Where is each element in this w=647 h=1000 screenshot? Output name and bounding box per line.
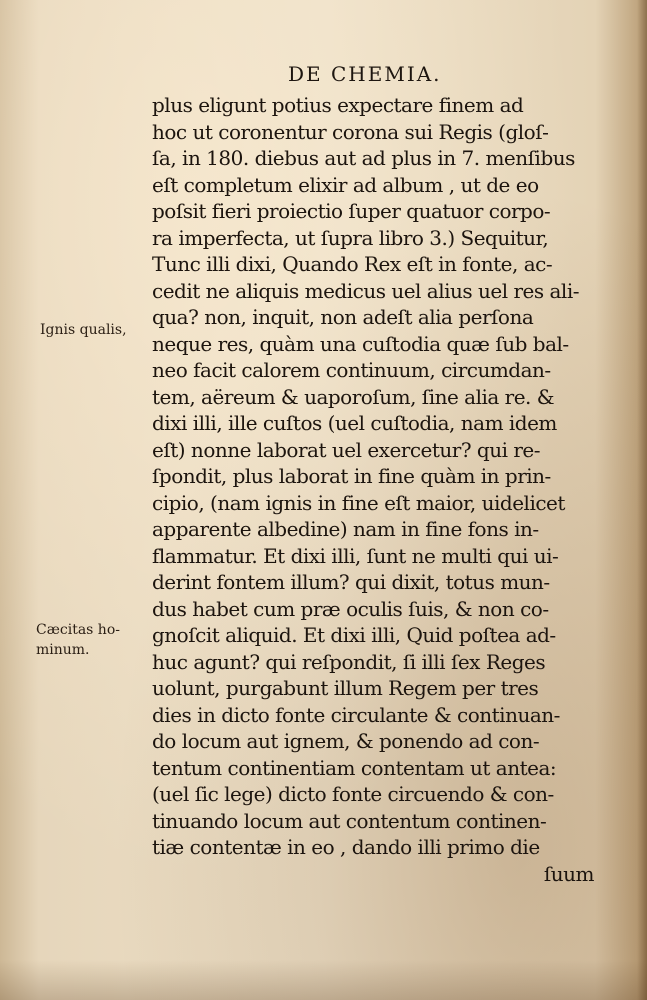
text-line: dixi illi, ille cuſtos (uel cuſtodia, nam idem xyxy=(152,411,557,435)
text-line: eſt completum elixir ad album , ut de eo xyxy=(152,172,539,197)
text-line: gnoſcit aliquid. Et dixi illi, Quid poſtea ad- xyxy=(152,623,556,647)
text-line: dies in dicto fonte circulante & continuan- xyxy=(152,702,560,727)
text-line: uolunt, purgabunt illum Regem per tres xyxy=(152,676,539,700)
text-line: derint fontem illum? qui dixit, totus mun- xyxy=(152,570,550,594)
text-line: flammatur. Et dixi illi, ſunt ne multi qui ui- xyxy=(152,543,559,568)
page-bottom-shadow xyxy=(0,960,647,1000)
text-line: ſpondit, plus laborat in fine quàm in prin- xyxy=(152,464,551,488)
text-line: (uel ſic lege) dicto fonte circuendo & con- xyxy=(152,782,554,806)
text-line: tentum continentiam contentam ut antea: xyxy=(152,755,557,780)
text-line: neque res, quàm una cuſtodia quæ ſub bal- xyxy=(152,331,569,356)
text-line: eſt) nonne laborat uel exercetur? qui re- xyxy=(152,437,541,462)
text-line: tinuando locum aut contentum continen- xyxy=(152,808,547,833)
body-text xyxy=(152,92,594,887)
text-line: hoc ut coronentur corona sui Regis (gloſ- xyxy=(152,119,549,144)
margin-note-ignis xyxy=(40,320,127,340)
text-line: neo facit calorem continuum, circumdan- xyxy=(152,358,551,382)
running-header: DE CHEMIA. xyxy=(288,62,442,86)
text-line: qua? non, inquit, non adeſt alia perſona xyxy=(152,305,534,329)
text-line: poſsit fieri proiectio ſuper quatuor corpo- xyxy=(152,199,551,223)
text-line: cedit ne aliquis medicus uel alius uel res ali- xyxy=(152,278,579,303)
margin-note-line: minum. xyxy=(36,642,90,658)
text-line: tiæ contentæ in eo , dando illi primo die xyxy=(152,835,540,859)
text-line: ra imperfecta, ut ſupra libro 3.) Sequitur, xyxy=(152,225,549,250)
text-line: do locum aut ignem, & ponendo ad con- xyxy=(152,729,540,753)
text-line: apparente albedine) nam in fine fons in- xyxy=(152,517,539,541)
page-edge-shadow xyxy=(637,0,647,1000)
catchword: ſuum xyxy=(543,861,594,886)
margin-note-caecitas xyxy=(36,620,120,660)
margin-note-line: Ignis qualis, xyxy=(40,322,127,338)
text-line: Tunc illi dixi, Quando Rex eſt in fonte, ac- xyxy=(152,252,553,276)
text-line: ſa, in 180. diebus aut ad plus in 7. menſibus xyxy=(152,146,575,170)
text-line: huc agunt? qui reſpondit, ſi illi ſex Reges xyxy=(152,649,546,674)
text-line: plus eligunt potius expectare finem ad xyxy=(152,93,524,117)
text-line: cipio, (nam ignis in fine eſt maior, uidelicet xyxy=(152,490,565,515)
text-line: dus habet cum præ oculis ſuis, & non co- xyxy=(152,596,549,621)
margin-note-line: Cæcitas ho- xyxy=(36,622,120,638)
text-line: tem, aëreum & uaporoſum, ſine alia re. & xyxy=(152,384,555,409)
